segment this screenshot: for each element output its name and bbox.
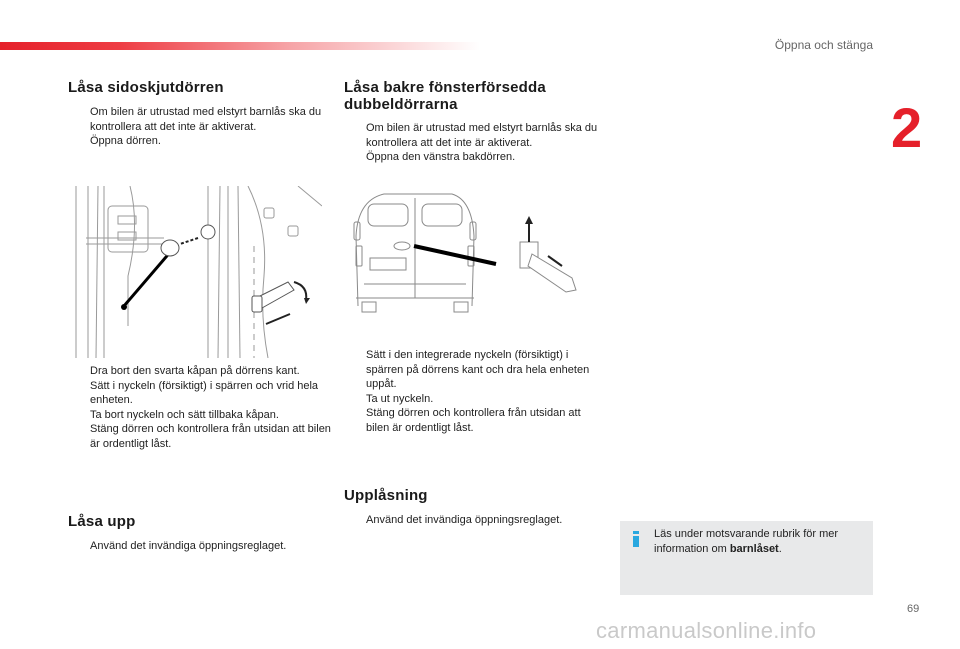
rear-doors-drawing [344,186,600,314]
list-item: Om bilen är utrustad med elstyrt barnlås ska du kontrollera att det inte är aktiverat. [90,106,322,133]
unlock-title: Låsa upp [68,513,136,530]
unlock-section [68,513,338,554]
sidedoor-steps [68,364,338,451]
sidedoor-section [68,79,338,149]
unlocking-list [344,513,604,528]
rear-doors-intro-list [344,121,604,165]
header-accent-bar [0,42,480,50]
info-text-bold: barnlåset [729,542,779,555]
rear-doors-illustration [344,186,600,314]
list-item: Öppna den vänstra bakdörren. [366,151,516,163]
page-number: 69 [907,603,920,615]
list-item: Om bilen är utrustad med elstyrt barnlås ska du kontrollera att det inte är aktiverat. [366,122,598,149]
watermark: carmanualsonline.info [596,618,817,643]
rear-doors-title: Låsa bakre fönsterförsedda dubbeldörrarna [344,79,546,113]
rear-doors-steps [344,348,604,435]
list-item: Stäng dörren och kontrollera från utsidan att bilen är ordentligt låst. [366,407,581,434]
sidedoor-steps-list [68,364,338,451]
unlocking-section [344,487,604,528]
rear-doors-section [344,79,604,165]
list-item: Sätt i den integrerade nyckeln (försiktigt) i spärren på dörrens kant och dra hela enheten uppåt. [366,349,590,390]
list-item: Använd det invändiga öppningsreglaget. [90,540,287,552]
unlocking-title: Upplåsning [344,487,428,504]
info-text: Läs under motsvarande rubrik för mer information om barnlåset. [654,528,839,555]
list-item: Ta bort nyckeln och sätt tillbaka kåpan. [90,408,279,421]
sidedoor-lock-illustration [68,186,322,358]
chapter-number: 2 [891,96,923,159]
list-item: Dra bort den svarta kåpan på dörrens kant. [90,365,300,377]
list-item: Ta ut nyckeln. [366,392,434,405]
list-item: Sätt i nyckeln (försiktigt) i spärren och vrid hela enheten. [90,379,319,406]
sidedoor-title: Låsa sidoskjutdörren [68,79,224,96]
section-title: Öppna och stänga [774,38,873,52]
list-item: Använd det invändiga öppningsreglaget. [366,514,563,526]
list-item: Stäng dörren och kontrollera från utsidan att bilen är ordentligt låst. [90,423,331,450]
list-item: Öppna dörren. [90,135,161,147]
unlock-list [68,539,338,554]
sidedoor-lock-drawing [68,186,322,358]
sidedoor-intro-list [68,105,338,149]
info-box [620,521,873,595]
rear-doors-steps-list [344,348,604,435]
info-icon [630,531,642,547]
